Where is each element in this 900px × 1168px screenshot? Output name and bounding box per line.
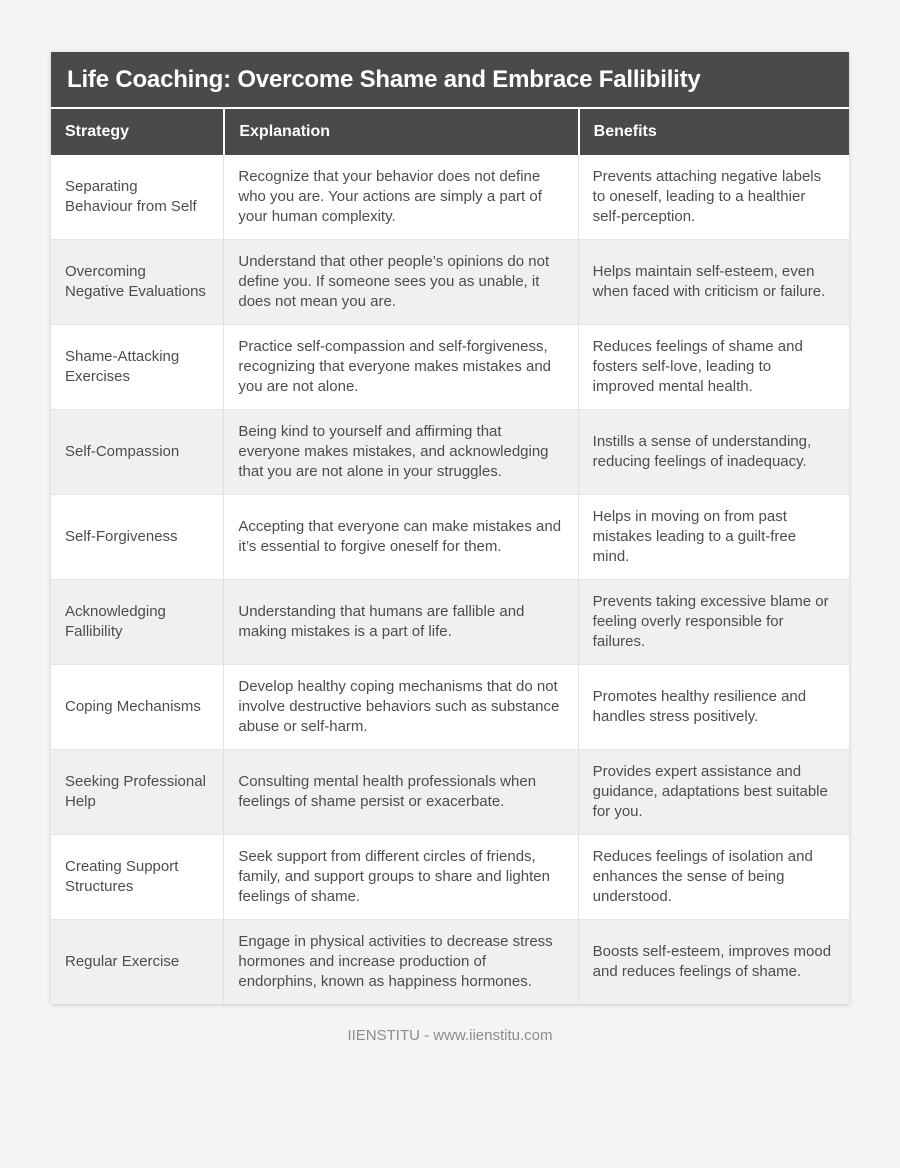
cell-explanation: Engage in physical activities to decrease stress hormones and increase production of endorphins, known as happiness hormones.: [223, 919, 577, 1004]
cell-benefits: Helps in moving on from past mistakes leading to a guilt-free mind.: [578, 494, 849, 579]
table-row: [51, 579, 849, 664]
table-row: [51, 664, 849, 749]
cell-strategy: Overcoming Negative Evaluations: [51, 239, 223, 324]
table-row: [51, 155, 849, 239]
cell-explanation: Develop healthy coping mechanisms that do not involve destructive behaviors such as substance abuse or self-harm.: [223, 664, 577, 749]
table-row: [51, 324, 849, 409]
cell-strategy: Acknowledging Fallibility: [51, 579, 223, 664]
cell-explanation: Consulting mental health professionals when feelings of shame persist or exacerbate.: [223, 749, 577, 834]
cell-explanation: Accepting that everyone can make mistakes and it’s essential to forgive oneself for them.: [223, 494, 577, 579]
table-row: [51, 239, 849, 324]
cell-explanation: Recognize that your behavior does not define who you are. Your actions are simply a part of your human complexity.: [223, 155, 577, 239]
cell-strategy: Separating Behaviour from Self: [51, 155, 223, 239]
table-row: [51, 834, 849, 919]
cell-explanation: Understanding that humans are fallible and making mistakes is a part of life.: [223, 579, 577, 664]
column-header-explanation: Explanation: [223, 109, 577, 155]
cell-explanation: Understand that other people’s opinions do not define you. If someone sees you as unable, it does not mean you are.: [223, 239, 577, 324]
page-title: Life Coaching: Overcome Shame and Embrace Fallibility: [51, 52, 849, 107]
cell-strategy: Regular Exercise: [51, 919, 223, 1004]
cell-explanation: Being kind to yourself and affirming that everyone makes mistakes, and acknowledging that you are not alone in your struggles.: [223, 409, 577, 494]
table-header-row: [51, 109, 849, 155]
table-row: [51, 409, 849, 494]
table-card: [51, 52, 849, 1004]
strategies-table: [51, 109, 849, 1004]
cell-benefits: Boosts self-esteem, improves mood and reduces feelings of shame.: [578, 919, 849, 1004]
footer-credit: IIENSTITU - www.iienstitu.com: [347, 1027, 553, 1044]
cell-strategy: Self-Forgiveness: [51, 494, 223, 579]
cell-strategy: Creating Support Structures: [51, 834, 223, 919]
cell-strategy: Coping Mechanisms: [51, 664, 223, 749]
table-row: [51, 749, 849, 834]
cell-benefits: Provides expert assistance and guidance, adaptations best suitable for you.: [578, 749, 849, 834]
cell-benefits: Prevents taking excessive blame or feeling overly responsible for failures.: [578, 579, 849, 664]
cell-strategy: Shame-Attacking Exercises: [51, 324, 223, 409]
cell-strategy: Seeking Professional Help: [51, 749, 223, 834]
cell-benefits: Prevents attaching negative labels to oneself, leading to a healthier self-perception.: [578, 155, 849, 239]
cell-benefits: Reduces feelings of shame and fosters self-love, leading to improved mental health.: [578, 324, 849, 409]
cell-benefits: Helps maintain self-esteem, even when faced with criticism or failure.: [578, 239, 849, 324]
cell-benefits: Instills a sense of understanding, reducing feelings of inadequacy.: [578, 409, 849, 494]
cell-strategy: Self-Compassion: [51, 409, 223, 494]
cell-explanation: Practice self-compassion and self-forgiveness, recognizing that everyone makes mistakes and you are not alone.: [223, 324, 577, 409]
column-header-benefits: Benefits: [578, 109, 849, 155]
table-row: [51, 494, 849, 579]
column-header-strategy: Strategy: [51, 109, 223, 155]
cell-benefits: Promotes healthy resilience and handles stress positively.: [578, 664, 849, 749]
cell-benefits: Reduces feelings of isolation and enhances the sense of being understood.: [578, 834, 849, 919]
table-row: [51, 919, 849, 1004]
cell-explanation: Seek support from different circles of friends, family, and support groups to share and lighten feelings of shame.: [223, 834, 577, 919]
